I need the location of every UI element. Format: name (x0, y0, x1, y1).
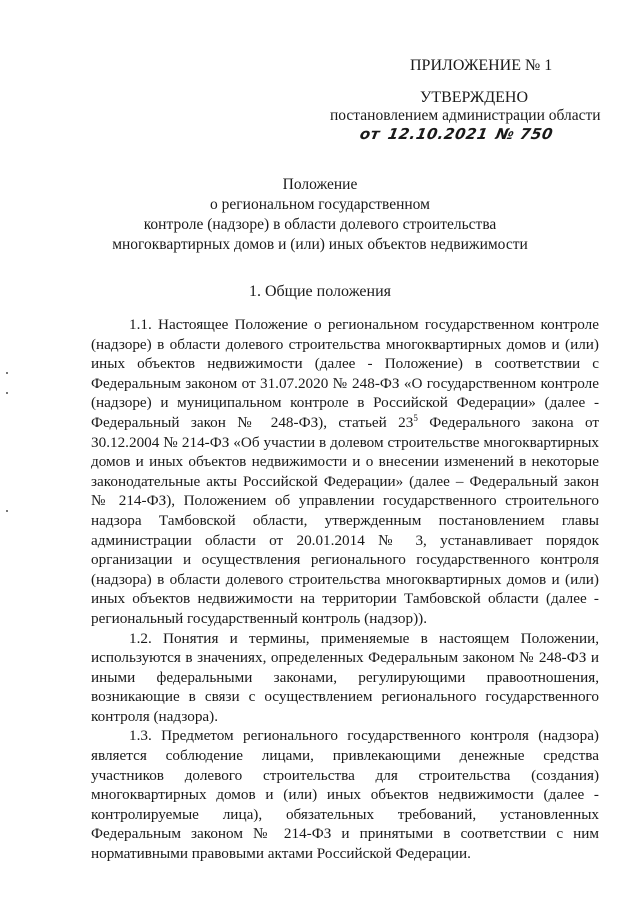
appendix-label: ПРИЛОЖЕНИЕ № 1 (410, 57, 553, 74)
handwritten-number: № 750 (494, 125, 555, 143)
resolution-label: постановлением администрации области (330, 107, 601, 124)
section-heading: 1. Общие положения (248, 283, 392, 300)
paragraph-1-1 (91, 315, 599, 629)
title-line-1: Положение (282, 176, 358, 193)
approved-label: УТВЕРЖДЕНО (420, 89, 529, 106)
title-line-3: контроле (надзоре) в области долевого строительства (143, 216, 497, 233)
scan-margin-mark (6, 510, 8, 512)
scan-margin-mark (6, 372, 8, 374)
paragraph-1-2: 1.2. Понятия и термины, применяемые в настоящем Положении, используются в значениях, определенных Федеральным законом № 248-ФЗ и иными федеральными законами, регулирующими правоотношения, возникающие в связи с осуществлением регионального государственного контроля (надзора). (91, 629, 599, 725)
title-line-4: многоквартирных домов и (или) иных объектов недвижимости (112, 236, 528, 253)
paragraph-1-1-part-b: Федерального закона от 30.12.2004 № 214-ФЗ «Об участии в долевом строительстве многоквартирных домов и иных объектов недвижимости и о внесении изменений в некоторые законодательные акты Российской Федерации» (далее – Федеральный закон № 214-ФЗ), Положением об управлении государственного строительного надзора Тамбовской области, утвержденным постановлением главы администрации области от 20.01.2014 № 3, устанавливает порядок организации и осуществления регионального государственного контроля (надзора) в области долевого строительства многоквартирных домов и (или) иных объектов недвижимости на территории Тамбовской области (далее - региональный государственный контроль (надзор)). (91, 413, 599, 627)
handwritten-date-number (358, 124, 563, 144)
document-title (0, 175, 640, 255)
paragraph-1-1-part-a: 1.1. Настоящее Положение о региональном государственном контроле (надзоре) в области долевого строительства многоквартирных домов и (или) иных объектов недвижимости (далее - Положение) в соответствии с Федеральным законом от 31.07.2020 № 248-ФЗ «О государственном контроле (надзоре) и муниципальном контроле в Российской Федерации» (далее - Федеральный закон № 248-ФЗ), статьей 23 (91, 316, 599, 431)
scan-margin-mark (6, 392, 8, 394)
paragraph-1-3: 1.3. Предметом регионального государственного контроля (надзора) является соблюдение лицами, привлекающими денежные средства участников долевого строительства для строительства (создания) многоквартирных домов и (или) иных объектов недвижимости (далее - контролируемые лица), обязательных требований, установленных Федеральным законом № 214-ФЗ и принятыми в соответствии с ним нормативными правовыми актами Российской Федерации. (91, 727, 599, 863)
title-line-2: о региональном государственном (210, 196, 430, 213)
body-text (91, 315, 599, 864)
handwritten-date: 12.10.2021 (386, 125, 490, 143)
paragraph-1-1-superscript: 5 (413, 412, 418, 423)
handwritten-prefix: от (358, 125, 382, 143)
